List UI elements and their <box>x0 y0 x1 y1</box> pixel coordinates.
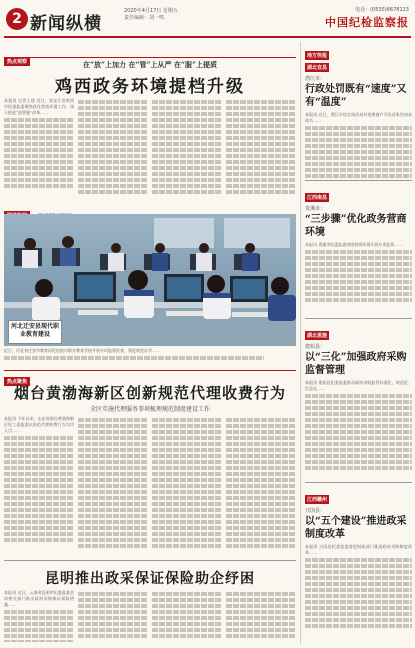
story-three-col-3 <box>152 590 222 642</box>
masthead <box>4 4 411 38</box>
story-two-body-preview: 本报讯 今年以来，山东省烟台黄渤海新区纪工委监委以规范代理收费行为为切入点…… <box>4 416 74 433</box>
lead-body-col-1 <box>4 98 74 194</box>
lead-body-col-2 <box>78 98 148 194</box>
right-item-2-body-preview: 本报讯 贵溪市纪委监委围绕营商环境开展专项监督…… <box>305 242 403 247</box>
right-item-4-tag: 江西赣州 <box>307 497 328 503</box>
right-column <box>300 42 411 644</box>
right-column-tag: 地方快报 <box>307 53 328 59</box>
editor-line: 责任编辑：刘一鸣 <box>124 15 165 21</box>
right-item-3 <box>305 322 412 496</box>
right-item-3-headline: 以“三化”加强政府采购监督管理 <box>305 352 407 376</box>
right-item-2-tag: 江西南昌 <box>307 195 328 201</box>
section-name: 新闻纵横 <box>30 14 102 34</box>
right-item-3-tag: 湖北恩施 <box>307 333 328 339</box>
story-two-col-4 <box>226 416 296 554</box>
story-three-headline: 昆明推出政采保证保险助企纾困 <box>45 571 255 587</box>
photo-caption-text: 近日，河北省迁安市教育局纪检组对职业教育学校开展专项监督检查，督促规范办学…… <box>4 348 160 353</box>
lead-kicker: 在“放”上加力 在“管”上从严 在“服”上提质 <box>82 60 218 69</box>
newspaper-brand: 中国纪检监察报 <box>325 16 409 29</box>
right-item-4-kicker: 兴国县： <box>305 508 326 514</box>
right-item-3-kicker: 建始县： <box>305 344 326 350</box>
main-column <box>4 42 296 644</box>
lead-headline: 鸡西政务环境提档升级 <box>55 77 245 97</box>
right-item-1 <box>305 54 412 198</box>
right-rule-2 <box>305 318 412 319</box>
right-item-4-headline: 以“五个建设”推进政采制度改革 <box>305 516 407 540</box>
right-item-2-body <box>305 242 412 330</box>
date-info <box>124 8 214 22</box>
lead-body-preview: 本报讯 记者王建 近日，黑龙江省鸡西市纪委监委聚焦优化营商环境工作，深入推进“放管服”改革…… <box>4 98 74 115</box>
story-three-rule <box>4 560 296 561</box>
right-rule-3 <box>305 482 412 483</box>
right-item-2-headline: “三步骤”优化政务营商环境 <box>305 214 407 238</box>
right-item-3-body <box>305 380 412 496</box>
right-item-1-body-preview: 本报讯 近日，潜江市综合执法局对违规商户开出首张告知承诺书…… <box>305 112 412 123</box>
lead-section-tag: 热点观察 <box>4 57 30 66</box>
story-two-tag: 热点聚焦 <box>4 377 30 386</box>
photo-caption-box: 河北迁安县现代职业教育建设 <box>8 320 62 344</box>
phone-line: 电话：(0535)6678123 <box>355 7 409 13</box>
right-item-1-tag: 湖北宜昌 <box>307 65 328 71</box>
story-three-body-preview: 本报讯 近日，云南省昆明市纪委监委会同相关部门推出政府采购保证保险措施…… <box>4 590 74 607</box>
date-line: 2020年4月17日 星期五 <box>124 8 178 14</box>
story-two-rule <box>4 370 296 371</box>
lead-body-col-3 <box>152 98 222 194</box>
right-item-2-kicker: 贵溪市： <box>305 206 326 212</box>
photo-caption <box>4 348 296 362</box>
right-item-4-body-preview: 本报讯 兴国县纪委监委督促财政部门推进政府采购制度改革…… <box>305 544 412 555</box>
page-number-badge: 2 <box>6 8 28 30</box>
photo-tag-band <box>4 202 296 210</box>
header-right <box>325 7 409 30</box>
right-item-4-body <box>305 544 412 648</box>
story-three-col-2 <box>78 590 148 642</box>
lead-tag-rule <box>4 50 296 58</box>
right-item-1-headline: 行政处罚既有“速度”又有“温度” <box>305 84 407 108</box>
right-rule-1 <box>305 180 412 181</box>
story-three-col-1 <box>4 590 74 642</box>
right-item-1-kicker: 潜江市： <box>305 76 326 82</box>
right-item-2 <box>305 184 412 330</box>
story-two-col-2 <box>78 416 148 554</box>
right-item-4 <box>305 486 412 648</box>
story-two-subheadline: 全区实施代理服务事项梳理规范制度建设工作 <box>89 406 210 413</box>
story-two-col-1 <box>4 416 74 554</box>
lead-body-col-4 <box>226 98 296 194</box>
story-two-col-3 <box>152 416 222 554</box>
story-two-headline: 烟台黄渤海新区创新规范代理收费行为 <box>13 384 286 402</box>
right-item-3-body-preview: 本报讯 建始县纪委监委推动政府采购监管标准化、规范化、信息化…… <box>305 380 412 391</box>
story-three-col-4 <box>226 590 296 642</box>
